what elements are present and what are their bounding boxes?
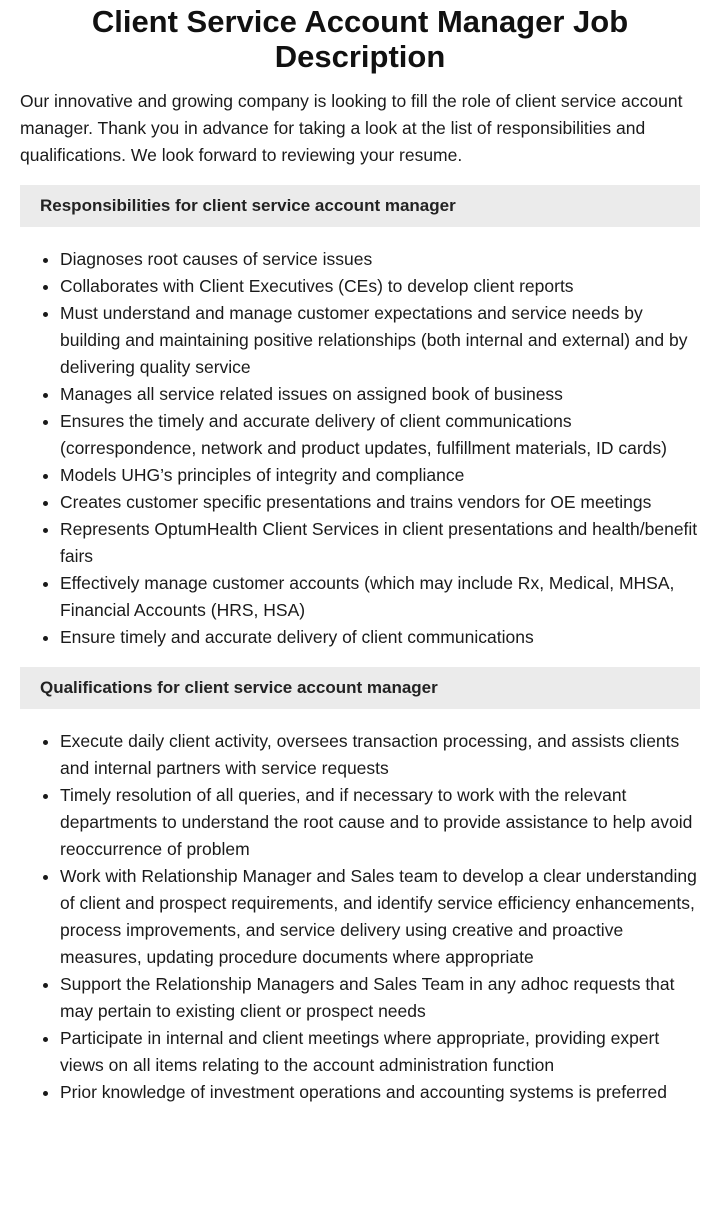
list-item: • Support the Relationship Managers and Sales Team in any adhoc requests that may pertain to existing client or prospect needs	[60, 971, 700, 1025]
intro-paragraph: Our innovative and growing company is looking to fill the role of client service account manager. Thank you in advance for taking a look at the list of responsibilities and qualifications. We look forward to reviewing your resume.	[20, 91, 683, 165]
list-item: • Prior knowledge of investment operations and accounting systems is preferred	[60, 1079, 700, 1106]
list-item: • Effectively manage customer accounts (which may include Rx, Medical, MHSA, Financial Accounts (HRS, HSA)	[60, 570, 700, 624]
list-item: • Creates customer specific presentations and trains vendors for OE meetings	[60, 489, 700, 516]
qualifications-heading: Qualifications for client service account manager	[20, 667, 700, 709]
list-item: • Timely resolution of all queries, and if necessary to work with the relevant departments to understand the root cause and to provide assistance to help avoid reoccurrence of problem	[60, 782, 700, 863]
list-item: • Represents OptumHealth Client Services in client presentations and health/benefit fairs	[60, 516, 700, 570]
list-item: • Models UHG’s principles of integrity and compliance	[60, 462, 700, 489]
list-item: • Diagnoses root causes of service issues	[60, 246, 700, 273]
list-item: • Manages all service related issues on assigned book of business	[60, 381, 700, 408]
responsibilities-heading: Responsibilities for client service account manager	[20, 185, 700, 227]
list-item: • Execute daily client activity, oversees transaction processing, and assists clients and internal partners with service requests	[60, 728, 700, 782]
list-item: • Must understand and manage customer expectations and service needs by building and maintaining positive relationships (both internal and external) and by delivering quality service	[60, 300, 700, 381]
page-title: Client Service Account Manager Job Description	[91, 4, 629, 74]
responsibilities-list	[0, 246, 700, 651]
list-item: • Collaborates with Client Executives (CEs) to develop client reports	[60, 273, 700, 300]
qualifications-list	[0, 728, 700, 1106]
list-item: • Ensures the timely and accurate delivery of client communications (correspondence, network and product updates, fulfillment materials, ID cards)	[60, 408, 700, 462]
list-item: • Ensure timely and accurate delivery of client communications	[60, 624, 700, 651]
list-item: • Participate in internal and client meetings where appropriate, providing expert views on all items relating to the account administration function	[60, 1025, 700, 1079]
list-item: • Work with Relationship Manager and Sales team to develop a clear understanding of client and prospect requirements, and identify service efficiency enhancements, process improvements, and service delivery using creative and proactive measures, updating procedure documents where appropriate	[60, 863, 700, 971]
